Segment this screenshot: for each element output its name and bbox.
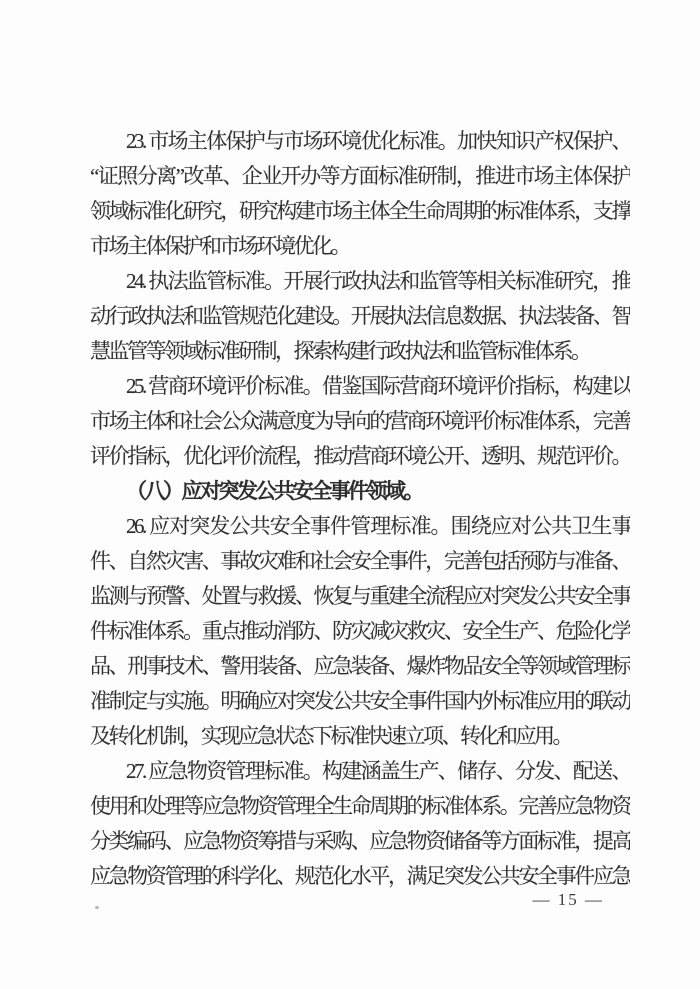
scan-artifact-dot bbox=[95, 906, 99, 909]
text-line: 26. 应对突发公共安全事件管理标准。围绕应对公共卫生事 bbox=[126, 514, 630, 538]
paragraph-item-24 bbox=[90, 264, 630, 369]
text-line: 品、刑事技术、警用装备、应急装备、爆炸物品安全等领域管理标 bbox=[90, 654, 630, 678]
text-line: 评价指标，优化评价流程，推动营商环境公开、透明、规范评价。 bbox=[90, 444, 630, 468]
page-number: — 15 — bbox=[532, 890, 604, 909]
section-heading-text: （八）应对突发公共安全事件领域。 bbox=[126, 479, 422, 503]
text-line: 监测与预警、处置与救援、恢复与重建全流程应对突发公共安全事 bbox=[90, 584, 630, 608]
text-line: 使用和处理等应急物资管理全生命周期的标准体系。完善应急物资 bbox=[90, 794, 630, 818]
text-line: 慧监管等领域标准研制，探索构建行政执法和监管标准体系。 bbox=[90, 339, 590, 363]
text-line: 分类编码、应急物资筹措与采购、应急物资储备等方面标准，提高 bbox=[90, 829, 630, 853]
text-line: 准制定与实施。明确应对突发公共安全事件国内外标准应用的联动 bbox=[90, 689, 630, 713]
text-line: 市场主体保护和市场环境优化。 bbox=[90, 234, 349, 258]
text-line: 动行政执法和监管规范化建设。开展执法信息数据、执法装备、智 bbox=[90, 304, 630, 328]
text-line: “证照分离”改革、企业开办等方面标准研制，推进市场主体保护 bbox=[90, 164, 630, 188]
paragraph-item-23 bbox=[90, 124, 630, 264]
text-line: 25. 营商环境评价标准。借鉴国际营商环境评价指标，构建以 bbox=[126, 374, 630, 398]
text-line: 27. 应急物资管理标准。构建涵盖生产、储存、分发、配送、 bbox=[126, 759, 630, 783]
paragraph-item-27 bbox=[90, 754, 630, 894]
paragraph-item-26 bbox=[90, 509, 630, 754]
text-line: 件、自然灾害、事故灾难和社会安全事件，完善包括预防与准备、 bbox=[90, 549, 630, 573]
text-line: 件标准体系。重点推动消防、防灾减灾救灾、安全生产、危险化学 bbox=[90, 619, 630, 643]
text-line: 市场主体和社会公众满意度为导向的营商环境评价标准体系，完善 bbox=[90, 409, 630, 433]
text-line: 应急物资管理的科学化、规范化水平，满足突发公共安全事件应急 bbox=[90, 864, 630, 888]
document-body bbox=[90, 124, 630, 894]
paragraph-item-25 bbox=[90, 369, 630, 474]
text-line: 及转化机制，实现应急状态下标准快速立项、转化和应用。 bbox=[90, 724, 571, 748]
section-heading-8 bbox=[90, 474, 630, 509]
text-line: 领域标准化研究，研究构建市场主体全生命周期的标准体系，支撑 bbox=[90, 199, 630, 223]
text-line: 24. 执法监管标准。开展行政执法和监管等相关标准研究，推 bbox=[126, 269, 630, 293]
text-line: 23. 市场主体保护与市场环境优化标准。加快知识产权保护、 bbox=[126, 129, 630, 153]
